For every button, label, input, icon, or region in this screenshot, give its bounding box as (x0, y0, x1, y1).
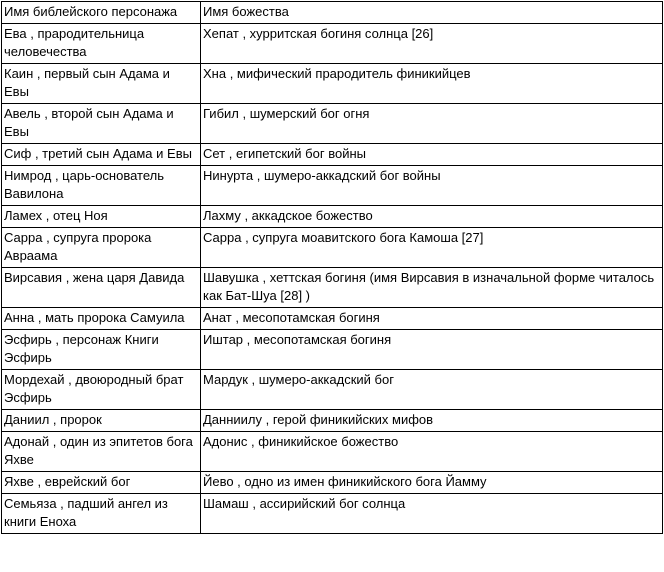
table-cell-deity: Нинурта , шумеро-аккадский бог войны (201, 166, 663, 206)
table-cell-biblical: Мордехай , двоюродный брат Эсфирь (2, 370, 201, 410)
table-cell-biblical: Анна , мать пророка Самуила (2, 308, 201, 330)
table-cell-deity: Гибил , шумерский бог огня (201, 104, 663, 144)
table-row (2, 494, 663, 534)
table-cell-biblical: Даниил , пророк (2, 410, 201, 432)
table-cell-deity: Данниилу , герой финикийских мифов (201, 410, 663, 432)
table-row (2, 472, 663, 494)
table-row (2, 24, 663, 64)
table-cell-biblical: Яхве , еврейский бог (2, 472, 201, 494)
table-cell-deity: Сет , египетский бог войны (201, 144, 663, 166)
table-row (2, 166, 663, 206)
table-cell-biblical: Адонай , один из эпитетов бога Яхве (2, 432, 201, 472)
biblical-deity-table (1, 1, 663, 534)
table-row (2, 268, 663, 308)
table-row (2, 144, 663, 166)
table-row (2, 228, 663, 268)
table-cell-deity: Хна , мифический прародитель финикийцев (201, 64, 663, 104)
table-cell-biblical: Нимрод , царь-основатель Вавилона (2, 166, 201, 206)
table-cell-biblical: Ева , прародительница человечества (2, 24, 201, 64)
table-body (2, 24, 663, 534)
table-cell-biblical: Каин , первый сын Адама и Евы (2, 64, 201, 104)
table-cell-biblical: Авель , второй сын Адама и Евы (2, 104, 201, 144)
table-row (2, 370, 663, 410)
table-cell-deity: Шавушка , хеттская богиня (имя Вирсавия в изначальной форме читалось как Бат-Шуа [28] ) (201, 268, 663, 308)
table-cell-biblical: Эсфирь , персонаж Книги Эсфирь (2, 330, 201, 370)
table-header-row (2, 2, 663, 24)
table-cell-deity: Шамаш , ассирийский бог солнца (201, 494, 663, 534)
table-cell-biblical: Семьяза , падший ангел из книги Еноха (2, 494, 201, 534)
table-cell-deity: Мардук , шумеро-аккадский бог (201, 370, 663, 410)
table-cell-deity: Хепат , хурритская богиня солнца [26] (201, 24, 663, 64)
table-cell-biblical: Сиф , третий сын Адама и Евы (2, 144, 201, 166)
table-row (2, 330, 663, 370)
table-cell-deity: Лахму , аккадское божество (201, 206, 663, 228)
table-cell-biblical: Сарра , супруга пророка Авраама (2, 228, 201, 268)
table-row (2, 104, 663, 144)
table-cell-deity: Иштар , месопотамская богиня (201, 330, 663, 370)
column-header-biblical-name: Имя библейского персонажа (2, 2, 201, 24)
table-cell-biblical: Вирсавия , жена царя Давида (2, 268, 201, 308)
table-cell-deity: Йево , одно из имен финикийского бога Йамму (201, 472, 663, 494)
table-row (2, 410, 663, 432)
table-cell-deity: Адонис , финикийское божество (201, 432, 663, 472)
column-header-deity-name: Имя божества (201, 2, 663, 24)
table-row (2, 432, 663, 472)
table-row (2, 206, 663, 228)
table-cell-deity: Анат , месопотамская богиня (201, 308, 663, 330)
table-cell-biblical: Ламех , отец Ноя (2, 206, 201, 228)
table-cell-deity: Сарра , супруга моавитского бога Камоша [27] (201, 228, 663, 268)
table-row (2, 308, 663, 330)
table-row (2, 64, 663, 104)
